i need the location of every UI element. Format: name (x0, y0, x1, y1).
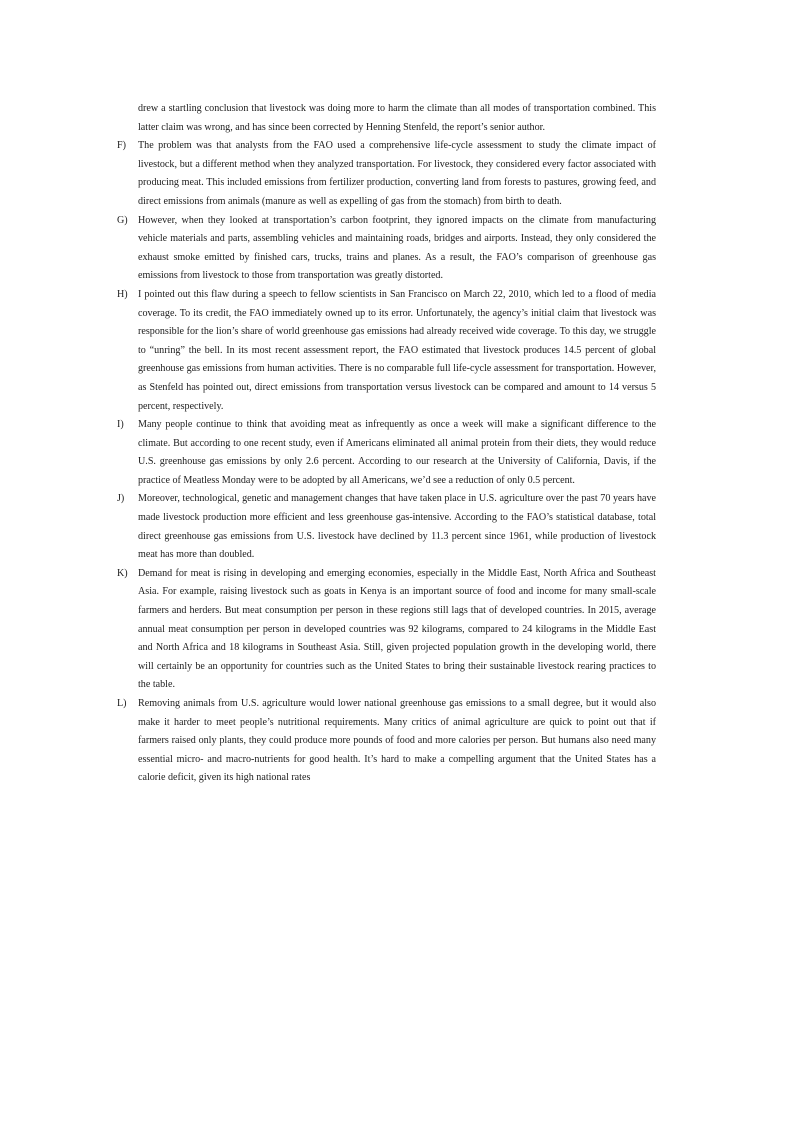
paragraph-text: Demand for meat is rising in developing and emerging economies, especially in the Middle East, North Africa and Southeast Asia. For example, raising livestock such as goats in Kenya is an important source of food and income for many small-scale farmers and herders. But meat consumption per person in these regions still lags that of developed countries. In 2015, average annual meat consumption per person in developed countries was 92 kilograms, compared to 24 kilograms in the Middle East and North Africa and 18 kilograms in Southeast Asia. Still, given projected population growth in the developing world, there will certainly be an opportunity for countries such as the United States to bring their sustainable livestock rearing practices to the table. (138, 567, 656, 691)
paragraph-text: The problem was that analysts from the FAO used a comprehensive life-cycle assessment to study the climate impact of livestock, but a different method when they analyzed transportation. For livestock, they considered every factor associated with producing meat. This included emissions from fertilizer production, converting land from forests to pastures, growing feed, and direct emissions from animals (manure as well as expelling of gas from the stomach) from birth to death. (138, 140, 656, 207)
paragraph-l (117, 695, 656, 788)
paragraph-label: K) (117, 567, 128, 579)
paragraph-text: Moreover, technological, genetic and management changes that have taken place in U.S. agriculture over the past 70 years have made livestock production more efficient and less greenhouse gas-intensive. According to the FAO’s statistical database, total direct greenhouse gas emissions from U.S. livestock have declined by 11.3 percent since 1961, while production of livestock meat has more than doubled. (138, 493, 656, 561)
paragraph-f (117, 137, 656, 211)
paragraph-i (117, 416, 656, 490)
paragraph-label: J) (117, 493, 125, 505)
intro-paragraph: drew a startling conclusion that livestock was doing more to harm the climate than all modes of transportation combined. This latter claim was wrong, and has since been corrected by Henning Stenfeld, the report’s senior author. (138, 103, 656, 133)
paragraph-label: H) (117, 288, 128, 300)
paragraph-text: Removing animals from U.S. agriculture would lower national greenhouse gas emissions to a small degree, but it would also make it harder to meet people’s nutritional requirements. Many critics of animal agriculture are quick to point out that if farmers raised only plants, they could produce more pounds of food and more calories per person. But humans also need many essential micro- and macro-nutrients for good health. It’s hard to make a compelling argument that the United States has a calorie deficit, given its high national rates (138, 698, 656, 784)
document-page (117, 100, 656, 788)
paragraph-text: However, when they looked at transportation’s carbon footprint, they ignored impacts on the climate from manufacturing vehicle materials and parts, assembling vehicles and maintaining roads, bridges and airports. Instead, they only considered the exhaust smoke emitted by finished cars, trucks, trains and planes. As a result, the FAO’s comparison of greenhouse gas emissions from livestock to those from transportation was greatly distorted. (138, 214, 656, 282)
paragraph-k (117, 565, 656, 695)
paragraph-j (117, 490, 656, 564)
paragraph-label: I) (117, 419, 124, 431)
paragraph-text: Many people continue to think that avoiding meat as infrequently as once a week will make a significant difference to the climate. But according to one recent study, even if Americans eliminated all animal protein from their diets, they would reduce U.S. greenhouse gas emissions by only 2.6 percent. According to our research at the University of California, Davis, if the practice of Meatless Monday were to be adopted by all Americans, we’d see a reduction of only 0.5 percent. (138, 419, 656, 486)
paragraph-g (117, 212, 656, 286)
paragraph-label: L) (117, 698, 127, 709)
paragraph-label: G) (117, 214, 128, 226)
paragraph-label: F) (117, 140, 126, 152)
paragraph-h (117, 286, 656, 416)
paragraph-text: I pointed out this flaw during a speech to fellow scientists in San Francisco on March 22, 2010, which led to a flood of media coverage. To its credit, the FAO immediately owned up to its error. Unfortunately, the agency’s initial claim that livestock was responsible for the lion’s share of world greenhouse gas emissions had already received wide coverage. To this day, we struggle to “unring” the bell. In its most recent assessment report, the FAO estimated that livestock produces 14.5 percent of global greenhouse gas emissions from human activities. There is no comparable full life-cycle assessment for transportation. However, as Stenfeld has pointed out, direct emissions from transportation versus livestock can be compared and amount to 14 versus 5 percent, respectively. (138, 288, 656, 412)
